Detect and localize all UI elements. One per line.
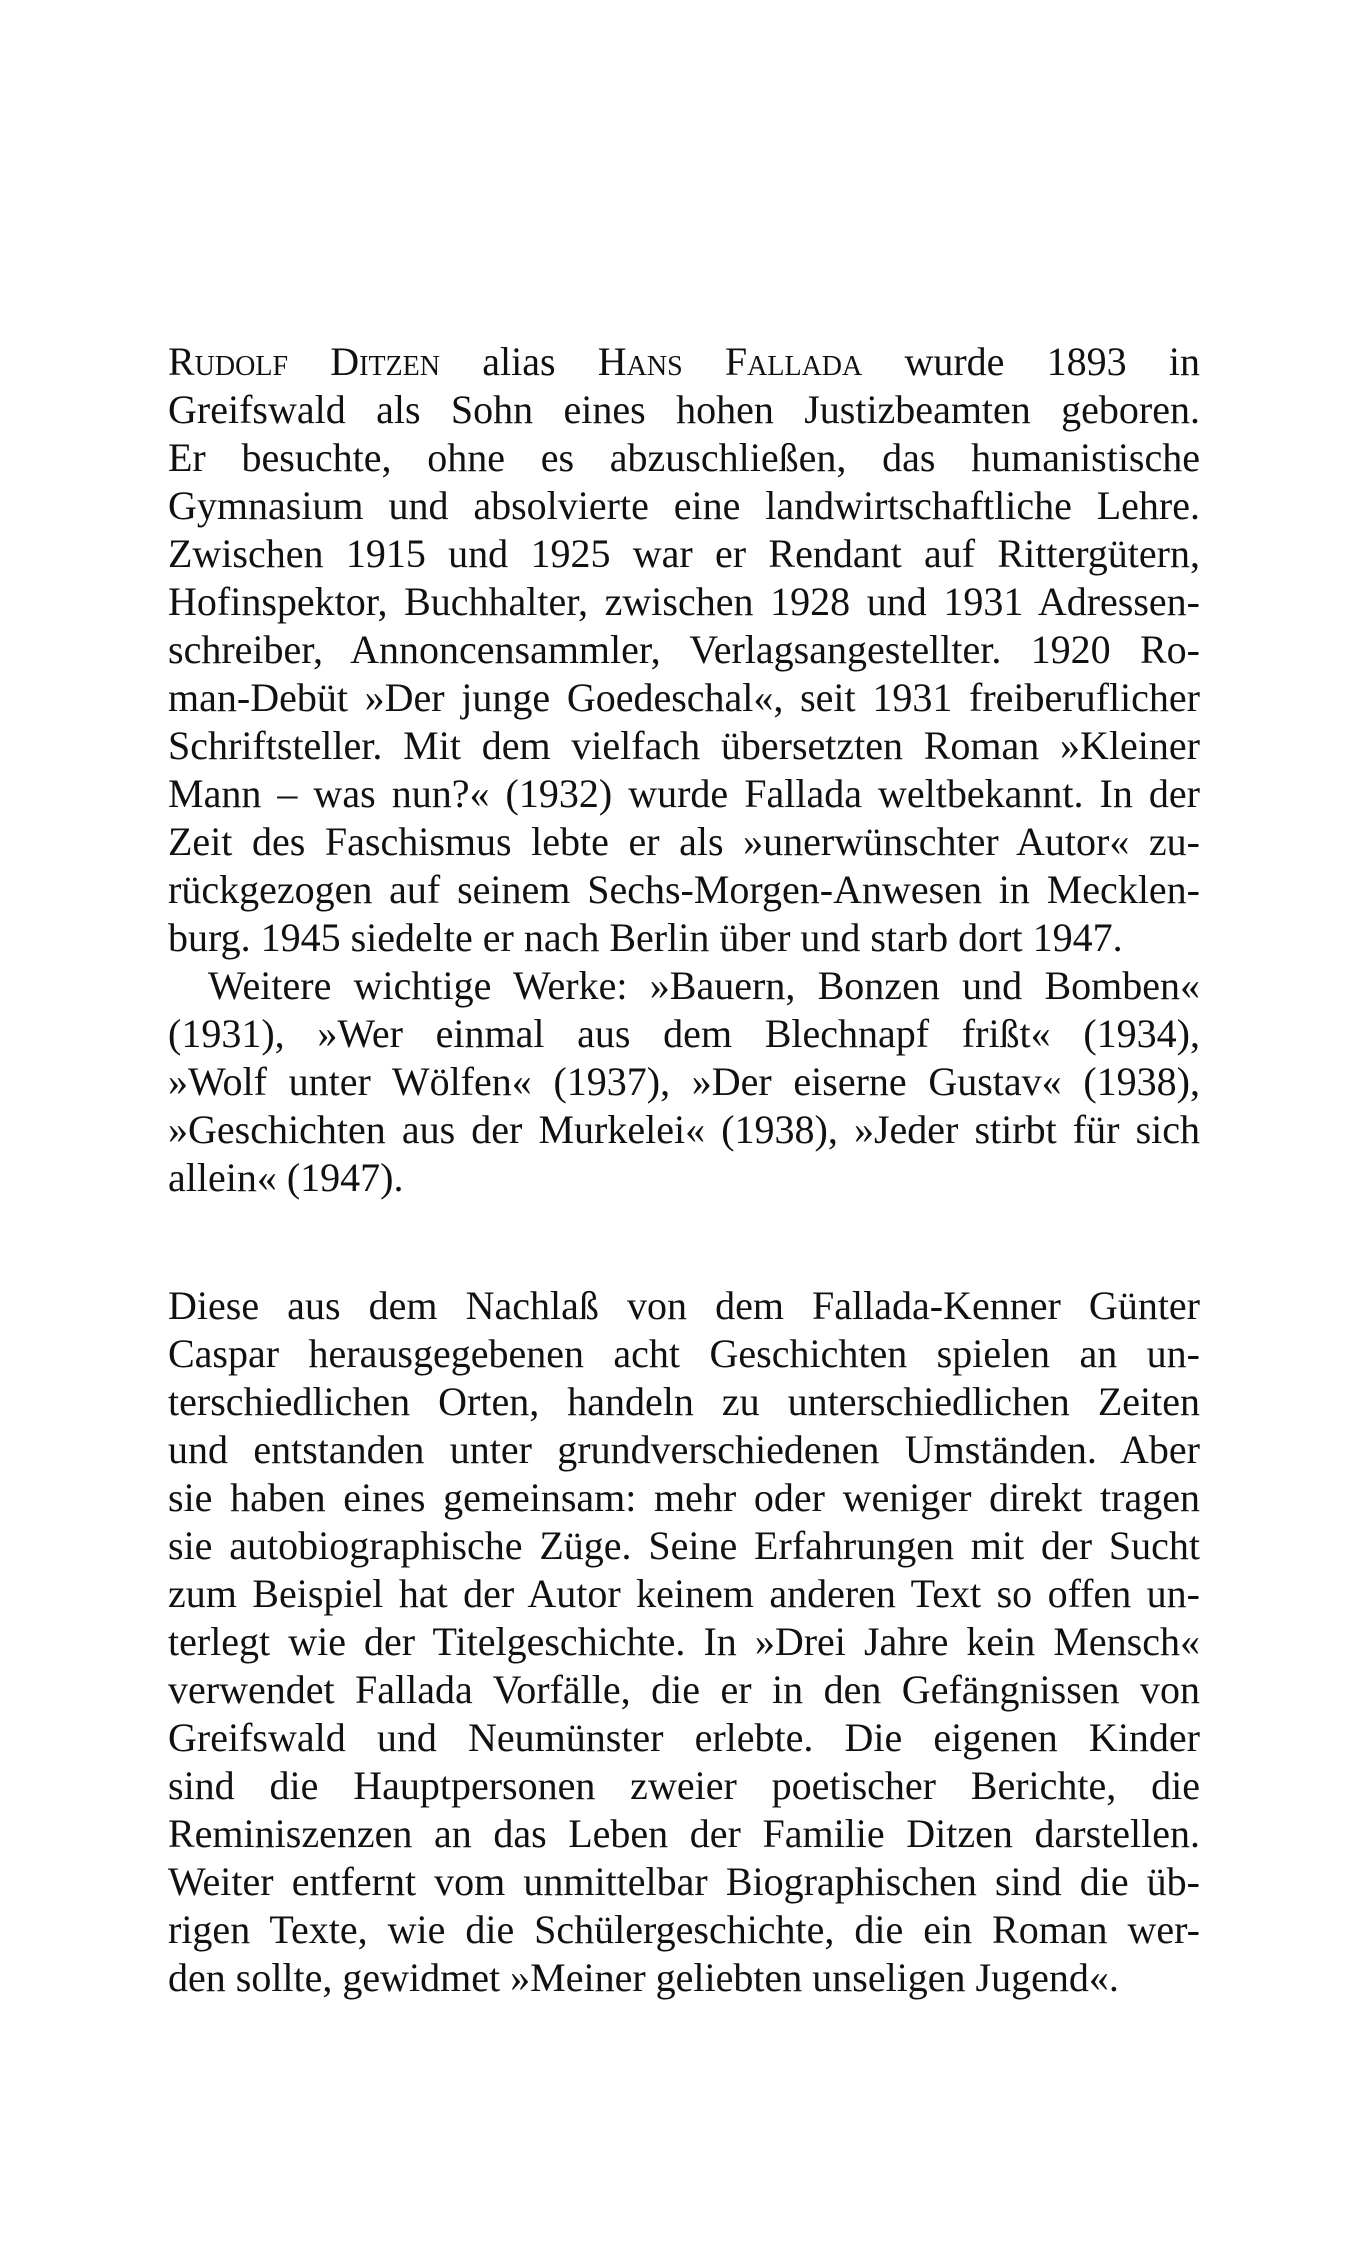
bio-line: Schriftsteller. Mit dem vielfach übersetzten Roman »Kleiner bbox=[168, 723, 1200, 768]
blurb-line: Caspar herausgegebenen acht Geschichten spielen an un- bbox=[168, 1331, 1200, 1376]
bio-line bbox=[168, 338, 1200, 386]
bio-line: Zwischen 1915 und 1925 war er Rendant auf Rittergütern, bbox=[168, 531, 1200, 576]
blurb-line: Reminiszenzen an das Leben der Familie Ditzen darstellen. bbox=[168, 1811, 1200, 1856]
bio-line: burg. 1945 siedelte er nach Berlin über und starb dort 1947. bbox=[168, 915, 1123, 960]
blurb-line: sie autobiographische Züge. Seine Erfahrungen mit der Sucht bbox=[168, 1523, 1200, 1568]
blurb-line: Greifswald und Neumünster erlebte. Die eigenen Kinder bbox=[168, 1715, 1200, 1760]
blurb-line: Weiter entfernt vom unmittelbar Biographischen sind die üb- bbox=[168, 1859, 1200, 1904]
blurb-line: sind die Hauptpersonen zweier poetischer Berichte, die bbox=[168, 1763, 1200, 1808]
blurb-line: den sollte, gewidmet »Meiner geliebten unseligen Jugend«. bbox=[168, 1955, 1119, 2000]
bio-line: Gymnasium und absolvierte eine landwirtschaftliche Lehre. bbox=[168, 483, 1200, 528]
bio-line-rest: wurde 1893 in bbox=[862, 339, 1200, 384]
blurb-line: Diese aus dem Nachlaß von dem Fallada-Kenner Günter bbox=[168, 1283, 1200, 1328]
works-line: »Geschichten aus der Murkelei« (1938), »Jeder stirbt für sich bbox=[168, 1107, 1200, 1152]
bio-line: schreiber, Annoncensammler, Verlagsangestellter. 1920 Ro- bbox=[168, 627, 1200, 672]
bio-line: Zeit des Faschismus lebte er als »unerwünschter Autor« zu- bbox=[168, 819, 1200, 864]
author-real-name: Rudolf Ditzen bbox=[168, 339, 440, 384]
blurb-line: sie haben eines gemeinsam: mehr oder weniger direkt tragen bbox=[168, 1475, 1200, 1520]
blurb-line: verwendet Fallada Vorfälle, die er in den Gefängnissen von bbox=[168, 1667, 1200, 1712]
author-biography bbox=[168, 338, 1200, 1202]
bio-line: Hofinspektor, Buchhalter, zwischen 1928 und 1931 Adressen- bbox=[168, 579, 1200, 624]
bio-line: Mann – was nun?« (1932) wurde Fallada weltbekannt. In der bbox=[168, 771, 1200, 816]
book-description bbox=[168, 1282, 1200, 2002]
bio-line: man-Debüt »Der junge Goedeschal«, seit 1931 freiberuflicher bbox=[168, 675, 1200, 720]
blurb-line: terschiedlichen Orten, handeln zu unterschiedlichen Zeiten bbox=[168, 1379, 1200, 1424]
blurb-line: terlegt wie der Titelgeschichte. In »Drei Jahre kein Mensch« bbox=[168, 1619, 1200, 1664]
bio-line: rückgezogen auf seinem Sechs-Morgen-Anwesen in Mecklen- bbox=[168, 867, 1200, 912]
bio-line: Er besuchte, ohne es abzuschließen, das humanistische bbox=[168, 435, 1200, 480]
alias-word: alias bbox=[440, 339, 598, 384]
works-line: »Wolf unter Wölfen« (1937), »Der eiserne Gustav« (1938), bbox=[168, 1059, 1200, 1104]
works-line: allein« (1947). bbox=[168, 1155, 404, 1200]
works-line: (1931), »Wer einmal aus dem Blechnapf frißt« (1934), bbox=[168, 1011, 1200, 1056]
blurb-line: und entstanden unter grundverschiedenen Umständen. Aber bbox=[168, 1427, 1200, 1472]
works-line: Weitere wichtige Werke: »Bauern, Bonzen und Bomben« bbox=[208, 963, 1200, 1008]
bio-line: Greifswald als Sohn eines hohen Justizbeamten geboren. bbox=[168, 387, 1200, 432]
author-pen-name: Hans Fallada bbox=[597, 339, 863, 384]
blurb-line: zum Beispiel hat der Autor keinem anderen Text so offen un- bbox=[168, 1571, 1200, 1616]
blurb-line: rigen Texte, wie die Schülergeschichte, die ein Roman wer- bbox=[168, 1907, 1200, 1952]
